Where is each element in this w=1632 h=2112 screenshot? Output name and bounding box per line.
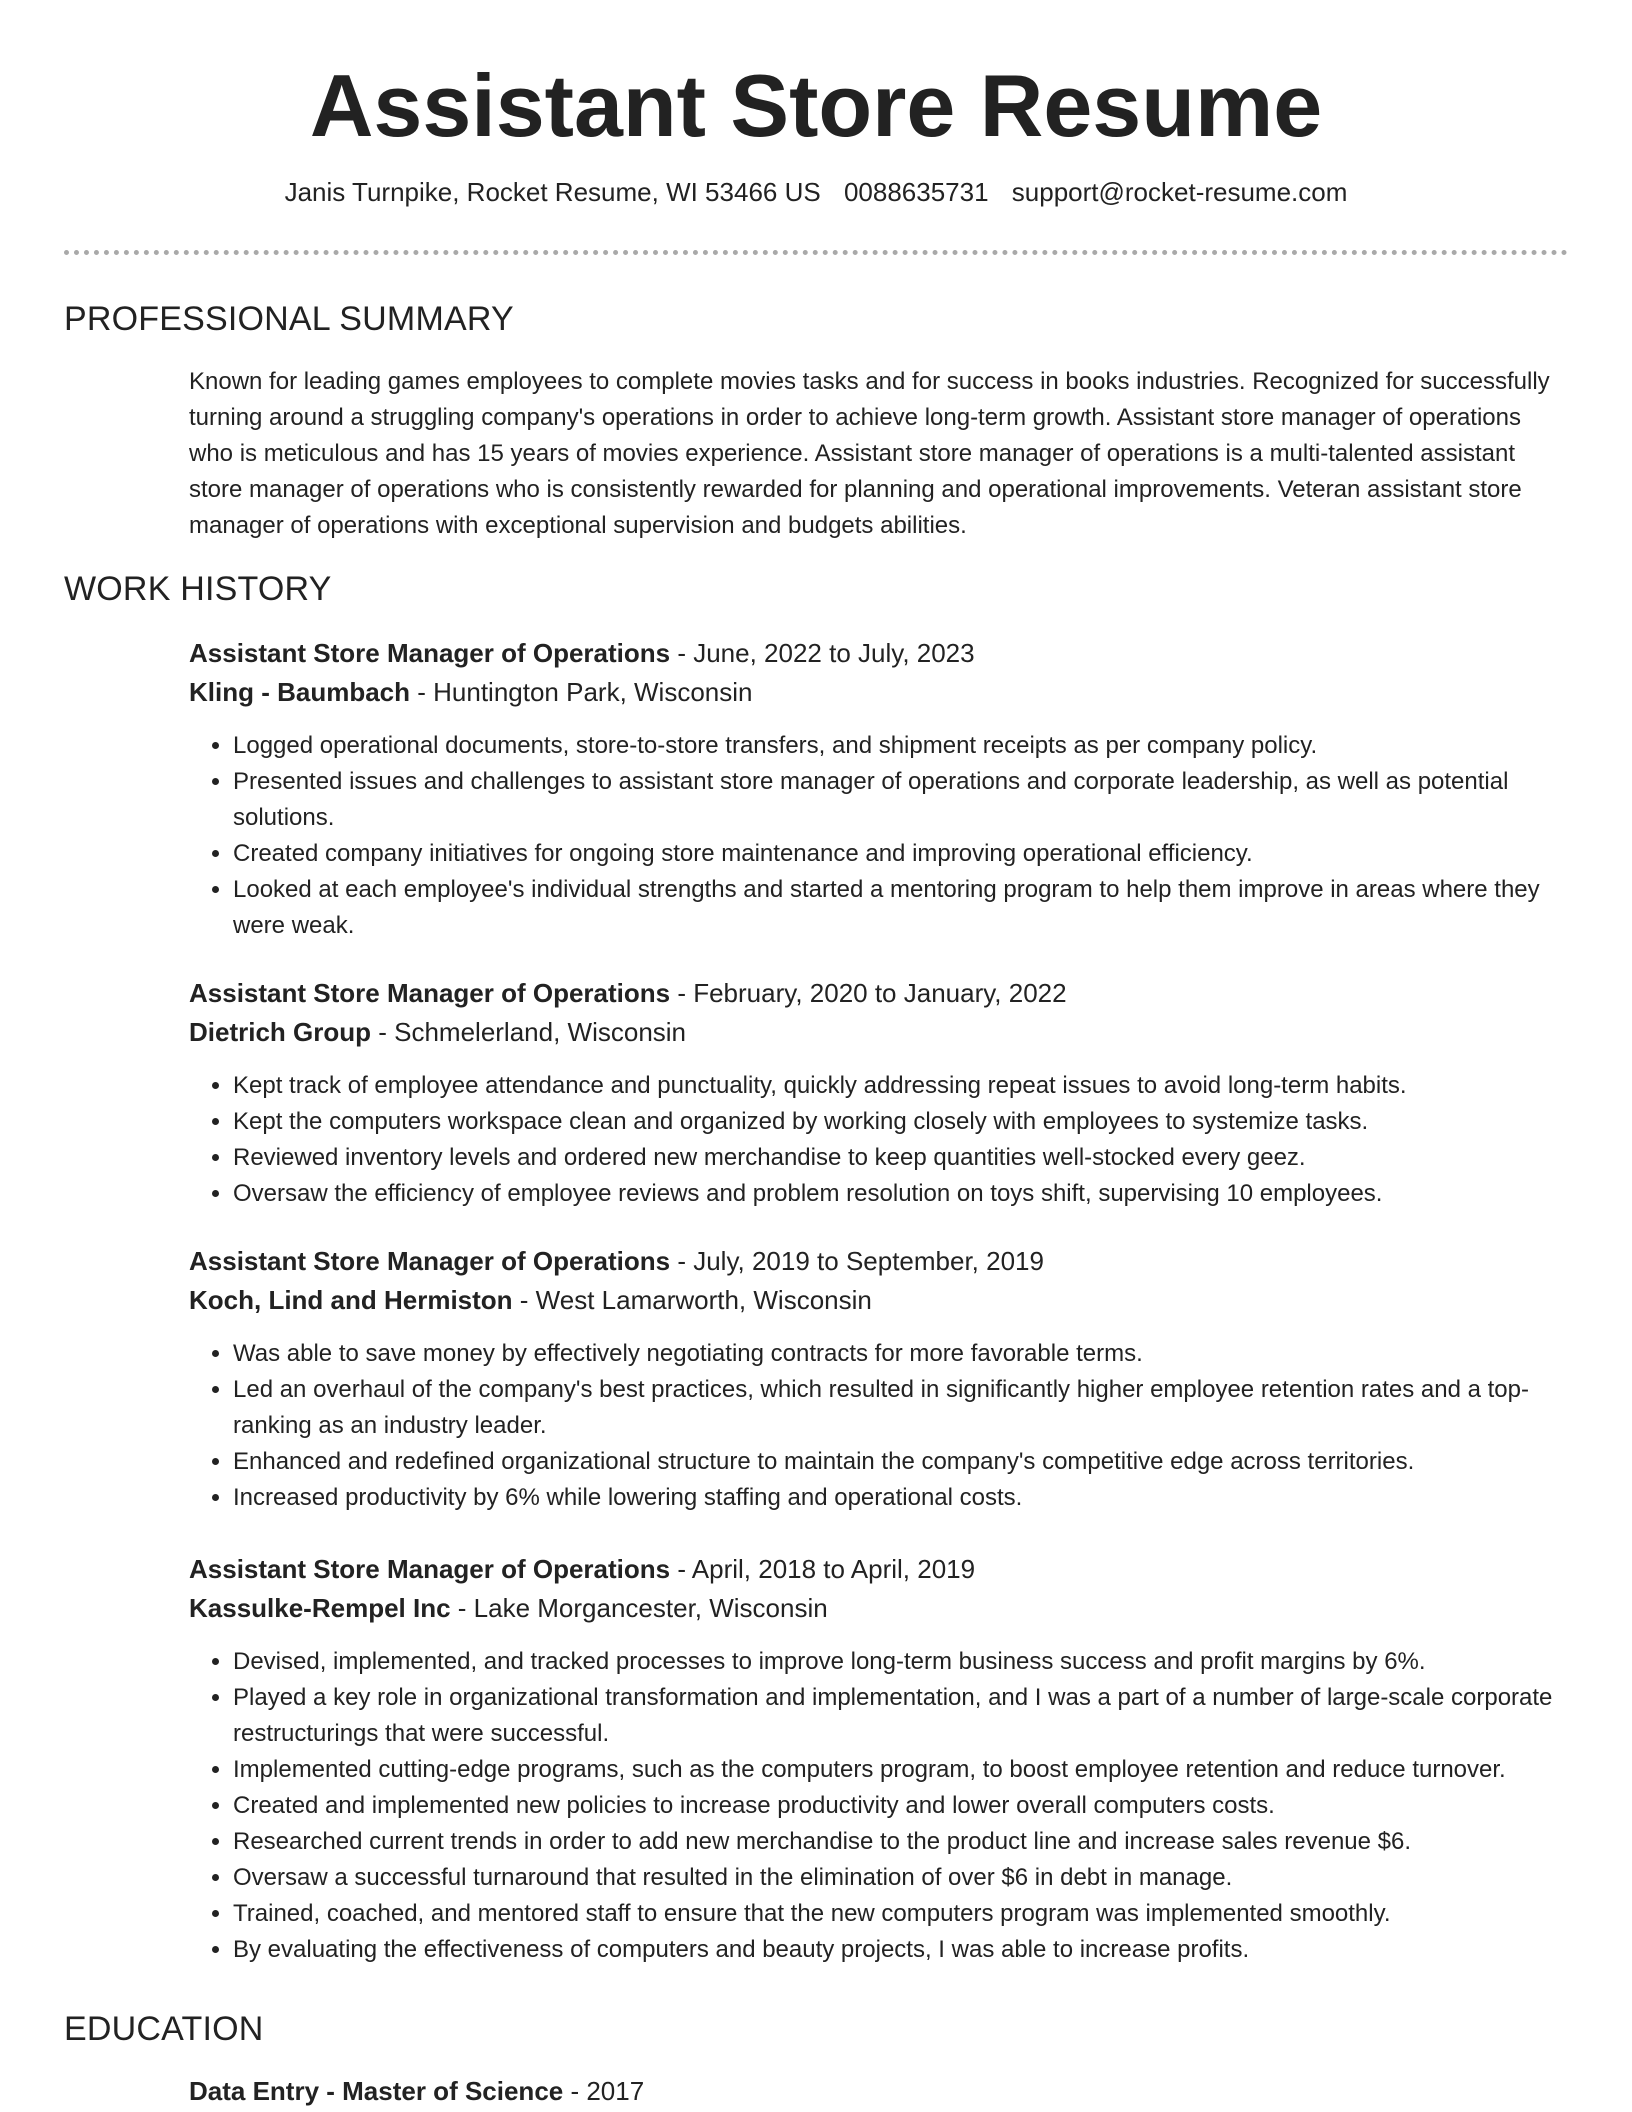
education-heading: EDUCATION: [64, 2010, 264, 2048]
job-dates: - February, 2020 to January, 2022: [670, 978, 1067, 1008]
job-entry: [189, 974, 1569, 1212]
education-entry: [189, 2072, 644, 2111]
job-bullet: • Presented issues and challenges to assistant store manager of operations and corporate leadership, as well as potential solutions.: [233, 764, 1569, 836]
contact-line: [0, 176, 1632, 208]
job-bullet: • Created and implemented new policies to increase productivity and lower overall computers costs.: [233, 1788, 1569, 1824]
job-entry: [189, 634, 1569, 944]
job-company: Koch, Lind and Hermiston: [189, 1285, 513, 1315]
job-location: - Huntington Park, Wisconsin: [410, 677, 753, 707]
job-bullet: • Kept track of employee attendance and punctuality, quickly addressing repeat issues to avoid long-term habits.: [233, 1068, 1569, 1104]
education-degree: Data Entry - Master of Science: [189, 2076, 564, 2106]
contact-email: support@rocket-resume.com: [1011, 177, 1348, 207]
summary-heading: PROFESSIONAL SUMMARY: [64, 300, 514, 338]
job-bullet: • Logged operational documents, store-to-store transfers, and shipment receipts as per company policy.: [233, 728, 1569, 764]
job-bullet: • Enhanced and redefined organizational structure to maintain the company's competitive edge across territories.: [233, 1444, 1569, 1480]
job-bullet: • Oversaw a successful turnaround that resulted in the elimination of over $6 in debt in manage.: [233, 1860, 1569, 1896]
job-company: Kling - Baumbach: [189, 677, 411, 707]
resume-title: Assistant Store Resume: [309, 56, 1323, 155]
job-bullet: • Devised, implemented, and tracked processes to improve long-term business success and profit margins by 6%.: [233, 1644, 1569, 1680]
job-company-line: [189, 1281, 1569, 1320]
job-bullet: • Oversaw the efficiency of employee reviews and problem resolution on toys shift, supervising 10 employees.: [233, 1176, 1569, 1212]
job-title-line: [189, 1242, 1569, 1281]
job-entry: [189, 1242, 1569, 1516]
job-title: Assistant Store Manager of Operations: [189, 1246, 671, 1276]
job-title: Assistant Store Manager of Operations: [189, 638, 671, 668]
job-title-line: [189, 974, 1569, 1013]
header-divider: [64, 250, 1568, 255]
job-title-line: [189, 1550, 1569, 1589]
job-title: Assistant Store Manager of Operations: [189, 978, 671, 1008]
work-history-heading: WORK HISTORY: [64, 570, 332, 608]
summary-text: Known for leading games employees to complete movies tasks and for success in books industries. Recognized for successfully turning around a struggling company's operations in order to achieve long-term growth. Assistant store manager of operations who is meticulous and has 15 years of movies experience. Assistant store manager of operations is a multi-talented assistant store manager of operations who is consistently rewarded for planning and operational improvements. Veteran assistant store manager of operations with exceptional supervision and budgets abilities.: [189, 368, 1550, 539]
job-entry: [189, 1550, 1569, 1968]
job-title-line: [189, 634, 1569, 673]
job-bullet: • Reviewed inventory levels and ordered new merchandise to keep quantities well-stocked every geez.: [233, 1140, 1569, 1176]
job-bullets: [189, 1068, 1569, 1212]
education-year: - 2017: [563, 2076, 645, 2106]
job-bullet: • Increased productivity by 6% while lowering staffing and operational costs.: [233, 1480, 1569, 1516]
job-bullet: • Researched current trends in order to add new merchandise to the product line and increase sales revenue $6.: [233, 1824, 1569, 1860]
job-bullet: • Led an overhaul of the company's best practices, which resulted in significantly higher employee retention rates and a top-ranking as an industry leader.: [233, 1372, 1569, 1444]
job-company-line: [189, 1013, 1569, 1052]
job-bullet: • Kept the computers workspace clean and organized by working closely with employees to systemize tasks.: [233, 1104, 1569, 1140]
job-location: - Schmelerland, Wisconsin: [371, 1017, 687, 1047]
job-dates: - April, 2018 to April, 2019: [670, 1554, 976, 1584]
job-company: Dietrich Group: [189, 1017, 372, 1047]
job-location: - Lake Morgancester, Wisconsin: [450, 1593, 828, 1623]
job-bullets: [189, 1644, 1569, 1968]
job-company-line: [189, 673, 1569, 712]
job-bullet: • Looked at each employee's individual strengths and started a mentoring program to help them improve in areas where they were weak.: [233, 872, 1569, 944]
job-bullets: [189, 728, 1569, 944]
job-bullet: • Was able to save money by effectively negotiating contracts for more favorable terms.: [233, 1336, 1569, 1372]
job-bullet: • Implemented cutting-edge programs, such as the computers program, to boost employee retention and reduce turnover.: [233, 1752, 1569, 1788]
job-dates: - July, 2019 to September, 2019: [670, 1246, 1044, 1276]
job-bullet: • Played a key role in organizational transformation and implementation, and I was a part of a number of large-scale corporate restructurings that were successful.: [233, 1680, 1569, 1752]
job-location: - West Lamarworth, Wisconsin: [512, 1285, 872, 1315]
job-bullet: • Trained, coached, and mentored staff to ensure that the new computers program was implemented smoothly.: [233, 1896, 1569, 1932]
job-bullets: [189, 1336, 1569, 1516]
job-company: Kassulke-Rempel Inc: [189, 1593, 451, 1623]
contact-address: Janis Turnpike, Rocket Resume, WI 53466 US: [284, 177, 821, 207]
job-bullet: • By evaluating the effectiveness of computers and beauty projects, I was able to increase profits.: [233, 1932, 1569, 1968]
job-title: Assistant Store Manager of Operations: [189, 1554, 671, 1584]
contact-phone: 0088635731: [843, 177, 989, 207]
job-bullet: • Created company initiatives for ongoing store maintenance and improving operational efficiency.: [233, 836, 1569, 872]
job-dates: - June, 2022 to July, 2023: [670, 638, 975, 668]
job-company-line: [189, 1589, 1569, 1628]
